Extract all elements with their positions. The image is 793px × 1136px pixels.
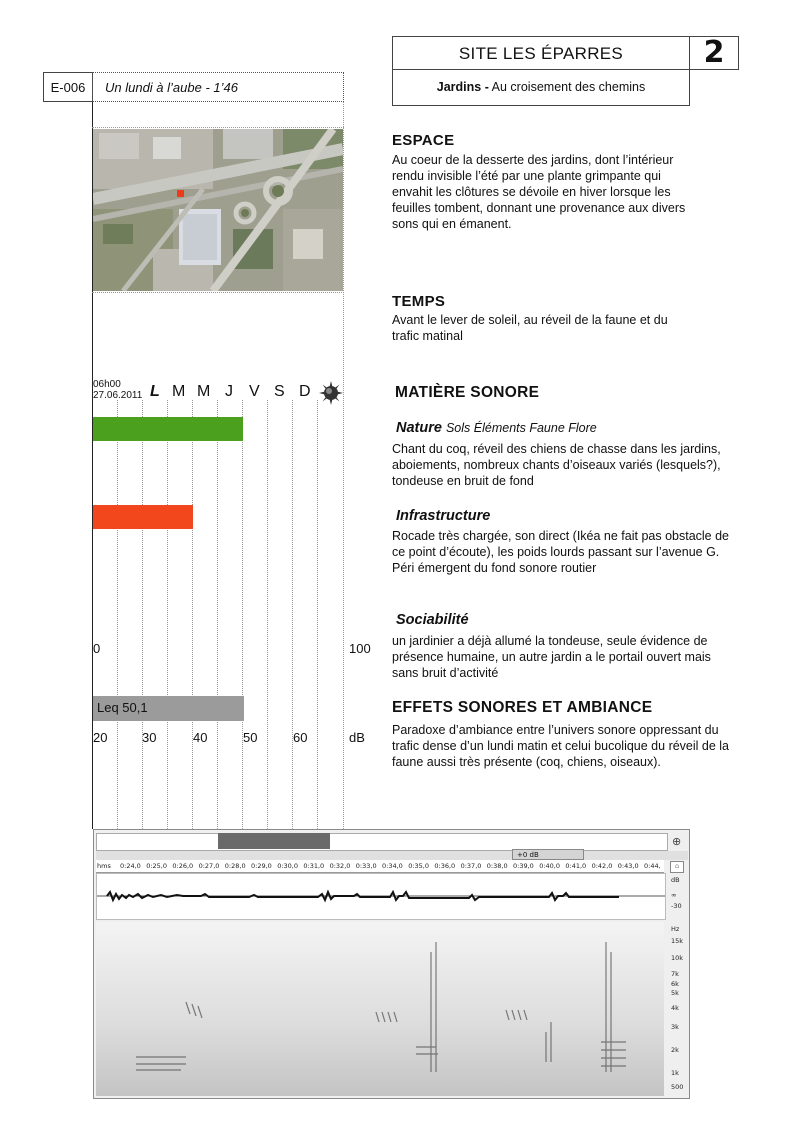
right-frame-line [343,102,344,829]
photo-bottom-line [92,292,344,293]
dark-sun-icon [319,381,343,410]
bar-leq [93,696,244,721]
espace-heading: ESPACE [392,132,455,149]
leq-tick-60: 60 [293,730,308,745]
guide-7 [267,400,268,829]
time-tick: 0:26,0 [172,862,194,870]
nature-title: Nature [396,420,442,436]
day-jeudi: J [225,383,233,400]
temps-heading: TEMPS [392,293,446,310]
time-tick: 0:25,0 [146,862,167,870]
time-tick: 0:27,0 [198,862,220,870]
time-tick: 0:32,0 [329,862,351,870]
freq-tick: 4k [671,1004,679,1012]
time-ruler [96,860,664,873]
time-tick: 0:40,0 [539,862,560,870]
infrastructure-heading: Infrastructure [396,508,491,524]
waveform-graph [97,874,665,919]
time-tick: 0:31,0 [303,862,325,870]
day-mardi: M [172,383,186,400]
freq-tick: 2k [671,1046,679,1054]
guide-4 [192,400,193,829]
chart-time [93,379,142,401]
leq-tick-30: 30 [142,730,157,745]
audio-editor-panel [93,829,690,1099]
leq-label: Leq 50,1 [97,700,148,715]
day-dimanche: D [299,383,311,400]
effets-heading: EFFETS SONORES ET AMBIANCE [392,699,653,716]
audio-toolbar [96,851,688,860]
guide-1 [117,400,118,829]
zoom-icon[interactable]: ⊕ [672,836,682,848]
bar-nature [93,417,243,441]
freq-tick: 10k [671,954,684,962]
infrastructure-text: Rocade très chargée, son direct (Ikéa ne fait pas obstacle de ce point d’écoute), les poids lourds passant sur l’avenue G. Péri émergent du fond sonore routier [392,529,729,575]
freq-tick: 5k [671,989,679,997]
guide-2 [142,400,143,829]
scale-max: 100 [349,641,371,656]
time-unit: hms [97,862,111,870]
day-lundi: L [150,383,160,400]
overview-selection[interactable] [218,833,330,849]
time-tick: 0:33,0 [355,862,377,870]
leq-tick-20: 20 [93,730,108,745]
matiere-heading: MATIÈRE SONORE [395,384,540,401]
subtitle-rest: Au croisement des chemins [488,80,646,94]
time-tick: 0:37,0 [460,862,482,870]
subtitle-bold: Jardins - [436,80,489,94]
photo-top-line [92,127,344,128]
freq-tick: 500 [671,1083,684,1091]
record-code: E-006 [43,72,93,102]
guide-8 [292,400,293,829]
day-mercredi: M [197,383,211,400]
sociabilite-heading: Sociabilité [396,612,469,628]
guide-9 [317,400,318,829]
time-tick: 0:41,0 [565,862,587,870]
freq-tick: 7k [671,970,679,978]
gain-label: +0 dB [517,851,539,859]
site-title: SITE LES ÉPARRES [392,36,690,70]
scale-min: 0 [93,641,101,656]
time-tick: 0:44, [644,862,661,870]
time-tick: 0:39,0 [513,862,534,870]
leq-tick-40: 40 [193,730,208,745]
freq-tick: 3k [671,1023,679,1031]
time-tick: 0:29,0 [251,862,272,870]
nature-tags: Sols Éléments Faune Flore [445,421,597,435]
site-subtitle [392,69,690,106]
freq-tick: 15k [671,937,684,945]
chart-time-hour: 06h00 [93,379,121,390]
nature-heading [396,420,597,436]
spectrogram-graph [96,922,664,1096]
time-tick: 0:24,0 [120,862,141,870]
time-tick: 0:43,0 [617,862,639,870]
sociabilite-text: un jardinier a déjà allumé la tondeuse, seule évidence de présence humaine, un autre jardin a le portail ouvert mais sans bruit d’activité [392,634,711,680]
db-tick-30: -30 [671,902,682,910]
time-tick: 0:36,0 [434,862,456,870]
bar-infrastructure [93,505,193,529]
aerial-photo [93,129,343,291]
freq-unit: Hz [671,925,680,933]
nature-text: Chant du coq, réveil des chiens de chasse dans les jardins, aboiements, nombreux chants d’oiseaux variés (lesquels?), tondeuse en bruit de fond [392,442,721,488]
home-icon[interactable]: ⌂ [670,861,684,873]
espace-text: Au coeur de la desserte des jardins, dont l’intérieur rendu invisible l’été par une plante grimpante qui envahit les clôtures se dévoile en hiver lorsque les feuilles tombent, donnant une provenance aux divers sons qui en émanent. [392,153,686,231]
time-tick: 0:35,0 [408,862,429,870]
waveform-track[interactable] [96,873,666,920]
db-unit: dB [671,876,680,884]
day-samedi: S [274,383,285,400]
freq-tick: 6k [671,980,679,988]
temps-text: Avant le lever de soleil, au réveil de la faune et du trafic matinal [392,313,668,343]
guide-6 [242,400,243,829]
guide-5 [217,400,218,829]
freq-tick: 1k [671,1069,679,1077]
time-tick: 0:38,0 [486,862,508,870]
time-tick: 0:42,0 [591,862,613,870]
record-title: Un lundi à l’aube - 1’46 [92,72,344,102]
site-number: 2 [689,36,739,70]
guide-3 [167,400,168,829]
time-tick: 0:30,0 [277,862,298,870]
db-tick-inf: ∞ [671,891,677,899]
leq-tick-50: 50 [243,730,258,745]
aerial-map-image [93,129,343,291]
leq-unit: dB [349,730,365,745]
day-vendredi: V [249,383,260,400]
time-tick: 0:34,0 [382,862,403,870]
gain-control[interactable] [512,849,584,860]
time-tick: 0:28,0 [224,862,246,870]
effets-text: Paradoxe d’ambiance entre l’univers sonore oppressant du trafic dense d’un lundi matin et celui bucolique du réveil de la faune aussi très présente (coq, chiens, oiseaux). [392,723,730,769]
chart-date: 27.06.2011 [93,390,143,401]
spectrogram-track[interactable] [96,922,664,1096]
